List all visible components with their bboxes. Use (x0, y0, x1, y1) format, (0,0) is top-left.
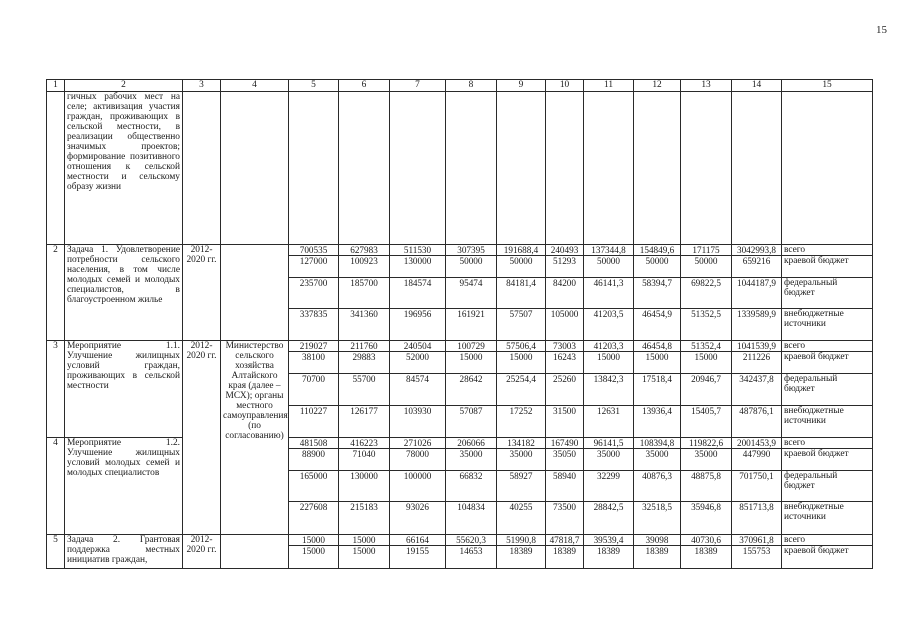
funding-value: 447990 (732, 449, 782, 471)
funding-value: 51352,5 (681, 309, 732, 341)
funding-value: 57087 (446, 406, 497, 438)
funding-value: 184574 (390, 278, 446, 309)
funding-value: 240504 (390, 341, 446, 352)
funding-value: 35000 (634, 449, 681, 471)
funding-value: 35946,8 (681, 502, 732, 535)
funding-value: 55620,3 (446, 535, 497, 546)
funding-source: федеральный бюджет (782, 278, 873, 309)
funding-value: 416223 (339, 438, 390, 449)
funding-value: 57507 (497, 309, 546, 341)
funding-value: 165000 (289, 471, 339, 502)
funding-value: 3042993,8 (732, 245, 782, 256)
funding-source: краевой бюджет (782, 546, 873, 569)
funding-value: 41203,5 (584, 309, 634, 341)
row-description: Мероприятие 1.2. Улучшение жилищных условий молодых семей и молодых специалистов (65, 438, 183, 535)
continuation-text: гичных рабочих мест на селе; активизация участия граждан, проживающих в сельской местности, в реализации общественно значимых проектов; формирование позитивного отношения к сельской местности и сельскому образу жизни (65, 92, 183, 245)
row-number: 2 (47, 245, 65, 341)
funding-value: 58940 (546, 471, 584, 502)
funding-value: 50000 (634, 256, 681, 278)
funding-value: 215183 (339, 502, 390, 535)
table-row (47, 438, 873, 449)
funding-value: 35000 (681, 449, 732, 471)
funding-value: 307395 (446, 245, 497, 256)
row-period: 2012-2020 гг. (183, 245, 221, 341)
funding-value: 627983 (339, 245, 390, 256)
row-period: 2012-2020 гг. (183, 535, 221, 569)
funding-value: 196956 (390, 309, 446, 341)
page-number: 15 (876, 24, 887, 36)
funding-value: 17518,4 (634, 374, 681, 406)
row-description: Задача 1. Удовлетворение потребности сельского населения, в том числе молодых семей и молодых специалистов, в благоустроенном жилье (65, 245, 183, 341)
funding-value: 39098 (634, 535, 681, 546)
funding-value: 1044187,9 (732, 278, 782, 309)
funding-value: 58394,7 (634, 278, 681, 309)
funding-value: 219027 (289, 341, 339, 352)
funding-value: 15000 (681, 352, 732, 374)
funding-value: 46141,3 (584, 278, 634, 309)
column-header: 14 (732, 80, 782, 92)
funding-value: 167490 (546, 438, 584, 449)
funding-value: 84574 (390, 374, 446, 406)
funding-value: 35000 (497, 449, 546, 471)
funding-source: краевой бюджет (782, 352, 873, 374)
funding-value: 15000 (289, 535, 339, 546)
funding-value: 15000 (289, 546, 339, 569)
funding-value: 100000 (390, 471, 446, 502)
funding-source: внебюджетные источники (782, 309, 873, 341)
column-header: 4 (221, 80, 289, 92)
funding-value: 851713,8 (732, 502, 782, 535)
funding-source: краевой бюджет (782, 256, 873, 278)
funding-value: 58927 (497, 471, 546, 502)
funding-value: 40255 (497, 502, 546, 535)
funding-value: 119822,6 (681, 438, 732, 449)
program-table (46, 79, 873, 569)
funding-value: 46454,9 (634, 309, 681, 341)
funding-value: 55700 (339, 374, 390, 406)
table-row (47, 535, 873, 546)
funding-value: 39539,4 (584, 535, 634, 546)
funding-value: 46454,8 (634, 341, 681, 352)
funding-value: 235700 (289, 278, 339, 309)
funding-source: всего (782, 438, 873, 449)
funding-value: 1041539,9 (732, 341, 782, 352)
row-number: 5 (47, 535, 65, 569)
funding-value: 84181,4 (497, 278, 546, 309)
funding-value: 15405,7 (681, 406, 732, 438)
funding-source: внебюджетные источники (782, 406, 873, 438)
funding-value: 104834 (446, 502, 497, 535)
row-number: 4 (47, 438, 65, 535)
funding-value: 13842,3 (584, 374, 634, 406)
funding-value: 88900 (289, 449, 339, 471)
funding-value: 15000 (339, 546, 390, 569)
funding-value: 2001453,9 (732, 438, 782, 449)
funding-value: 40730,6 (681, 535, 732, 546)
funding-value: 127000 (289, 256, 339, 278)
funding-value: 134182 (497, 438, 546, 449)
table-row (47, 245, 873, 256)
row-description: Мероприятие 1.1. Улучшение жилищных условий граждан, проживающих в сельской местности (65, 341, 183, 438)
row-executor: Министерство сельского хозяйства Алтайского края (далее – МСХ); органы местного самоуправления (по согласованию) (221, 341, 289, 535)
funding-value: 51293 (546, 256, 584, 278)
column-header: 7 (390, 80, 446, 92)
funding-value: 17252 (497, 406, 546, 438)
funding-value: 35000 (446, 449, 497, 471)
funding-value: 211760 (339, 341, 390, 352)
funding-value: 18389 (681, 546, 732, 569)
column-header: 1 (47, 80, 65, 92)
funding-value: 342437,8 (732, 374, 782, 406)
row-period: 2012-2020 гг. (183, 341, 221, 535)
funding-value: 185700 (339, 278, 390, 309)
funding-value: 28842,5 (584, 502, 634, 535)
header-row (47, 80, 873, 92)
funding-value: 29883 (339, 352, 390, 374)
column-header: 13 (681, 80, 732, 92)
funding-value: 73003 (546, 341, 584, 352)
funding-value: 28642 (446, 374, 497, 406)
funding-value: 154849,6 (634, 245, 681, 256)
table-row (47, 341, 873, 352)
funding-value: 16243 (546, 352, 584, 374)
funding-value: 78000 (390, 449, 446, 471)
funding-value: 18389 (546, 546, 584, 569)
funding-value: 51352,4 (681, 341, 732, 352)
funding-source: всего (782, 245, 873, 256)
funding-value: 31500 (546, 406, 584, 438)
column-header: 6 (339, 80, 390, 92)
funding-value: 103930 (390, 406, 446, 438)
row-executor (221, 245, 289, 341)
funding-value: 71040 (339, 449, 390, 471)
funding-value: 659216 (732, 256, 782, 278)
funding-value: 211226 (732, 352, 782, 374)
funding-value: 38100 (289, 352, 339, 374)
funding-value: 18389 (584, 546, 634, 569)
funding-value: 341360 (339, 309, 390, 341)
funding-value: 41203,3 (584, 341, 634, 352)
funding-source: федеральный бюджет (782, 374, 873, 406)
funding-value: 25254,4 (497, 374, 546, 406)
funding-value: 51990,8 (497, 535, 546, 546)
funding-value: 481508 (289, 438, 339, 449)
funding-value: 35000 (584, 449, 634, 471)
funding-value: 15000 (584, 352, 634, 374)
column-header: 8 (446, 80, 497, 92)
row-description: Задача 2. Грантовая поддержка местных инициатив граждан, (65, 535, 183, 569)
funding-value: 126177 (339, 406, 390, 438)
funding-value: 701750,1 (732, 471, 782, 502)
column-header: 11 (584, 80, 634, 92)
funding-value: 15000 (339, 535, 390, 546)
funding-value: 15000 (446, 352, 497, 374)
funding-value: 19155 (390, 546, 446, 569)
funding-value: 1339589,9 (732, 309, 782, 341)
funding-value: 73500 (546, 502, 584, 535)
row-executor (221, 535, 289, 569)
funding-value: 18389 (497, 546, 546, 569)
column-header: 9 (497, 80, 546, 92)
funding-source: краевой бюджет (782, 449, 873, 471)
funding-value: 110227 (289, 406, 339, 438)
funding-source: всего (782, 535, 873, 546)
funding-value: 370961,8 (732, 535, 782, 546)
funding-value: 130000 (390, 256, 446, 278)
funding-value: 32518,5 (634, 502, 681, 535)
funding-value: 337835 (289, 309, 339, 341)
funding-value: 227608 (289, 502, 339, 535)
funding-value: 25260 (546, 374, 584, 406)
funding-value: 66832 (446, 471, 497, 502)
column-header: 2 (65, 80, 183, 92)
funding-value: 105000 (546, 309, 584, 341)
funding-value: 206066 (446, 438, 497, 449)
funding-value: 40876,3 (634, 471, 681, 502)
funding-value: 13936,4 (634, 406, 681, 438)
funding-value: 47818,7 (546, 535, 584, 546)
funding-source: всего (782, 341, 873, 352)
funding-value: 48875,8 (681, 471, 732, 502)
funding-source: внебюджетные источники (782, 502, 873, 535)
funding-value: 240493 (546, 245, 584, 256)
funding-value: 95474 (446, 278, 497, 309)
funding-value: 700535 (289, 245, 339, 256)
funding-value: 511530 (390, 245, 446, 256)
funding-value: 15000 (634, 352, 681, 374)
funding-value: 155753 (732, 546, 782, 569)
row-number: 3 (47, 341, 65, 438)
funding-value: 161921 (446, 309, 497, 341)
funding-value: 171175 (681, 245, 732, 256)
funding-value: 52000 (390, 352, 446, 374)
funding-value: 12631 (584, 406, 634, 438)
funding-value: 50000 (446, 256, 497, 278)
funding-value: 271026 (390, 438, 446, 449)
funding-value: 93026 (390, 502, 446, 535)
funding-source: федеральный бюджет (782, 471, 873, 502)
column-header: 12 (634, 80, 681, 92)
funding-value: 57506,4 (497, 341, 546, 352)
funding-value: 108394,8 (634, 438, 681, 449)
funding-value: 191688,4 (497, 245, 546, 256)
funding-value: 137344,8 (584, 245, 634, 256)
continuation-row (47, 92, 873, 245)
funding-value: 18389 (634, 546, 681, 569)
funding-value: 100923 (339, 256, 390, 278)
funding-value: 69822,5 (681, 278, 732, 309)
funding-value: 50000 (584, 256, 634, 278)
column-header: 10 (546, 80, 584, 92)
funding-value: 15000 (497, 352, 546, 374)
funding-value: 20946,7 (681, 374, 732, 406)
funding-value: 487876,1 (732, 406, 782, 438)
funding-value: 14653 (446, 546, 497, 569)
funding-value: 84200 (546, 278, 584, 309)
funding-value: 70700 (289, 374, 339, 406)
funding-value: 66164 (390, 535, 446, 546)
funding-value: 100729 (446, 341, 497, 352)
column-header: 15 (782, 80, 873, 92)
funding-value: 130000 (339, 471, 390, 502)
funding-value: 96141,5 (584, 438, 634, 449)
column-header: 5 (289, 80, 339, 92)
funding-value: 35050 (546, 449, 584, 471)
funding-value: 50000 (681, 256, 732, 278)
column-header: 3 (183, 80, 221, 92)
funding-value: 50000 (497, 256, 546, 278)
funding-value: 32299 (584, 471, 634, 502)
